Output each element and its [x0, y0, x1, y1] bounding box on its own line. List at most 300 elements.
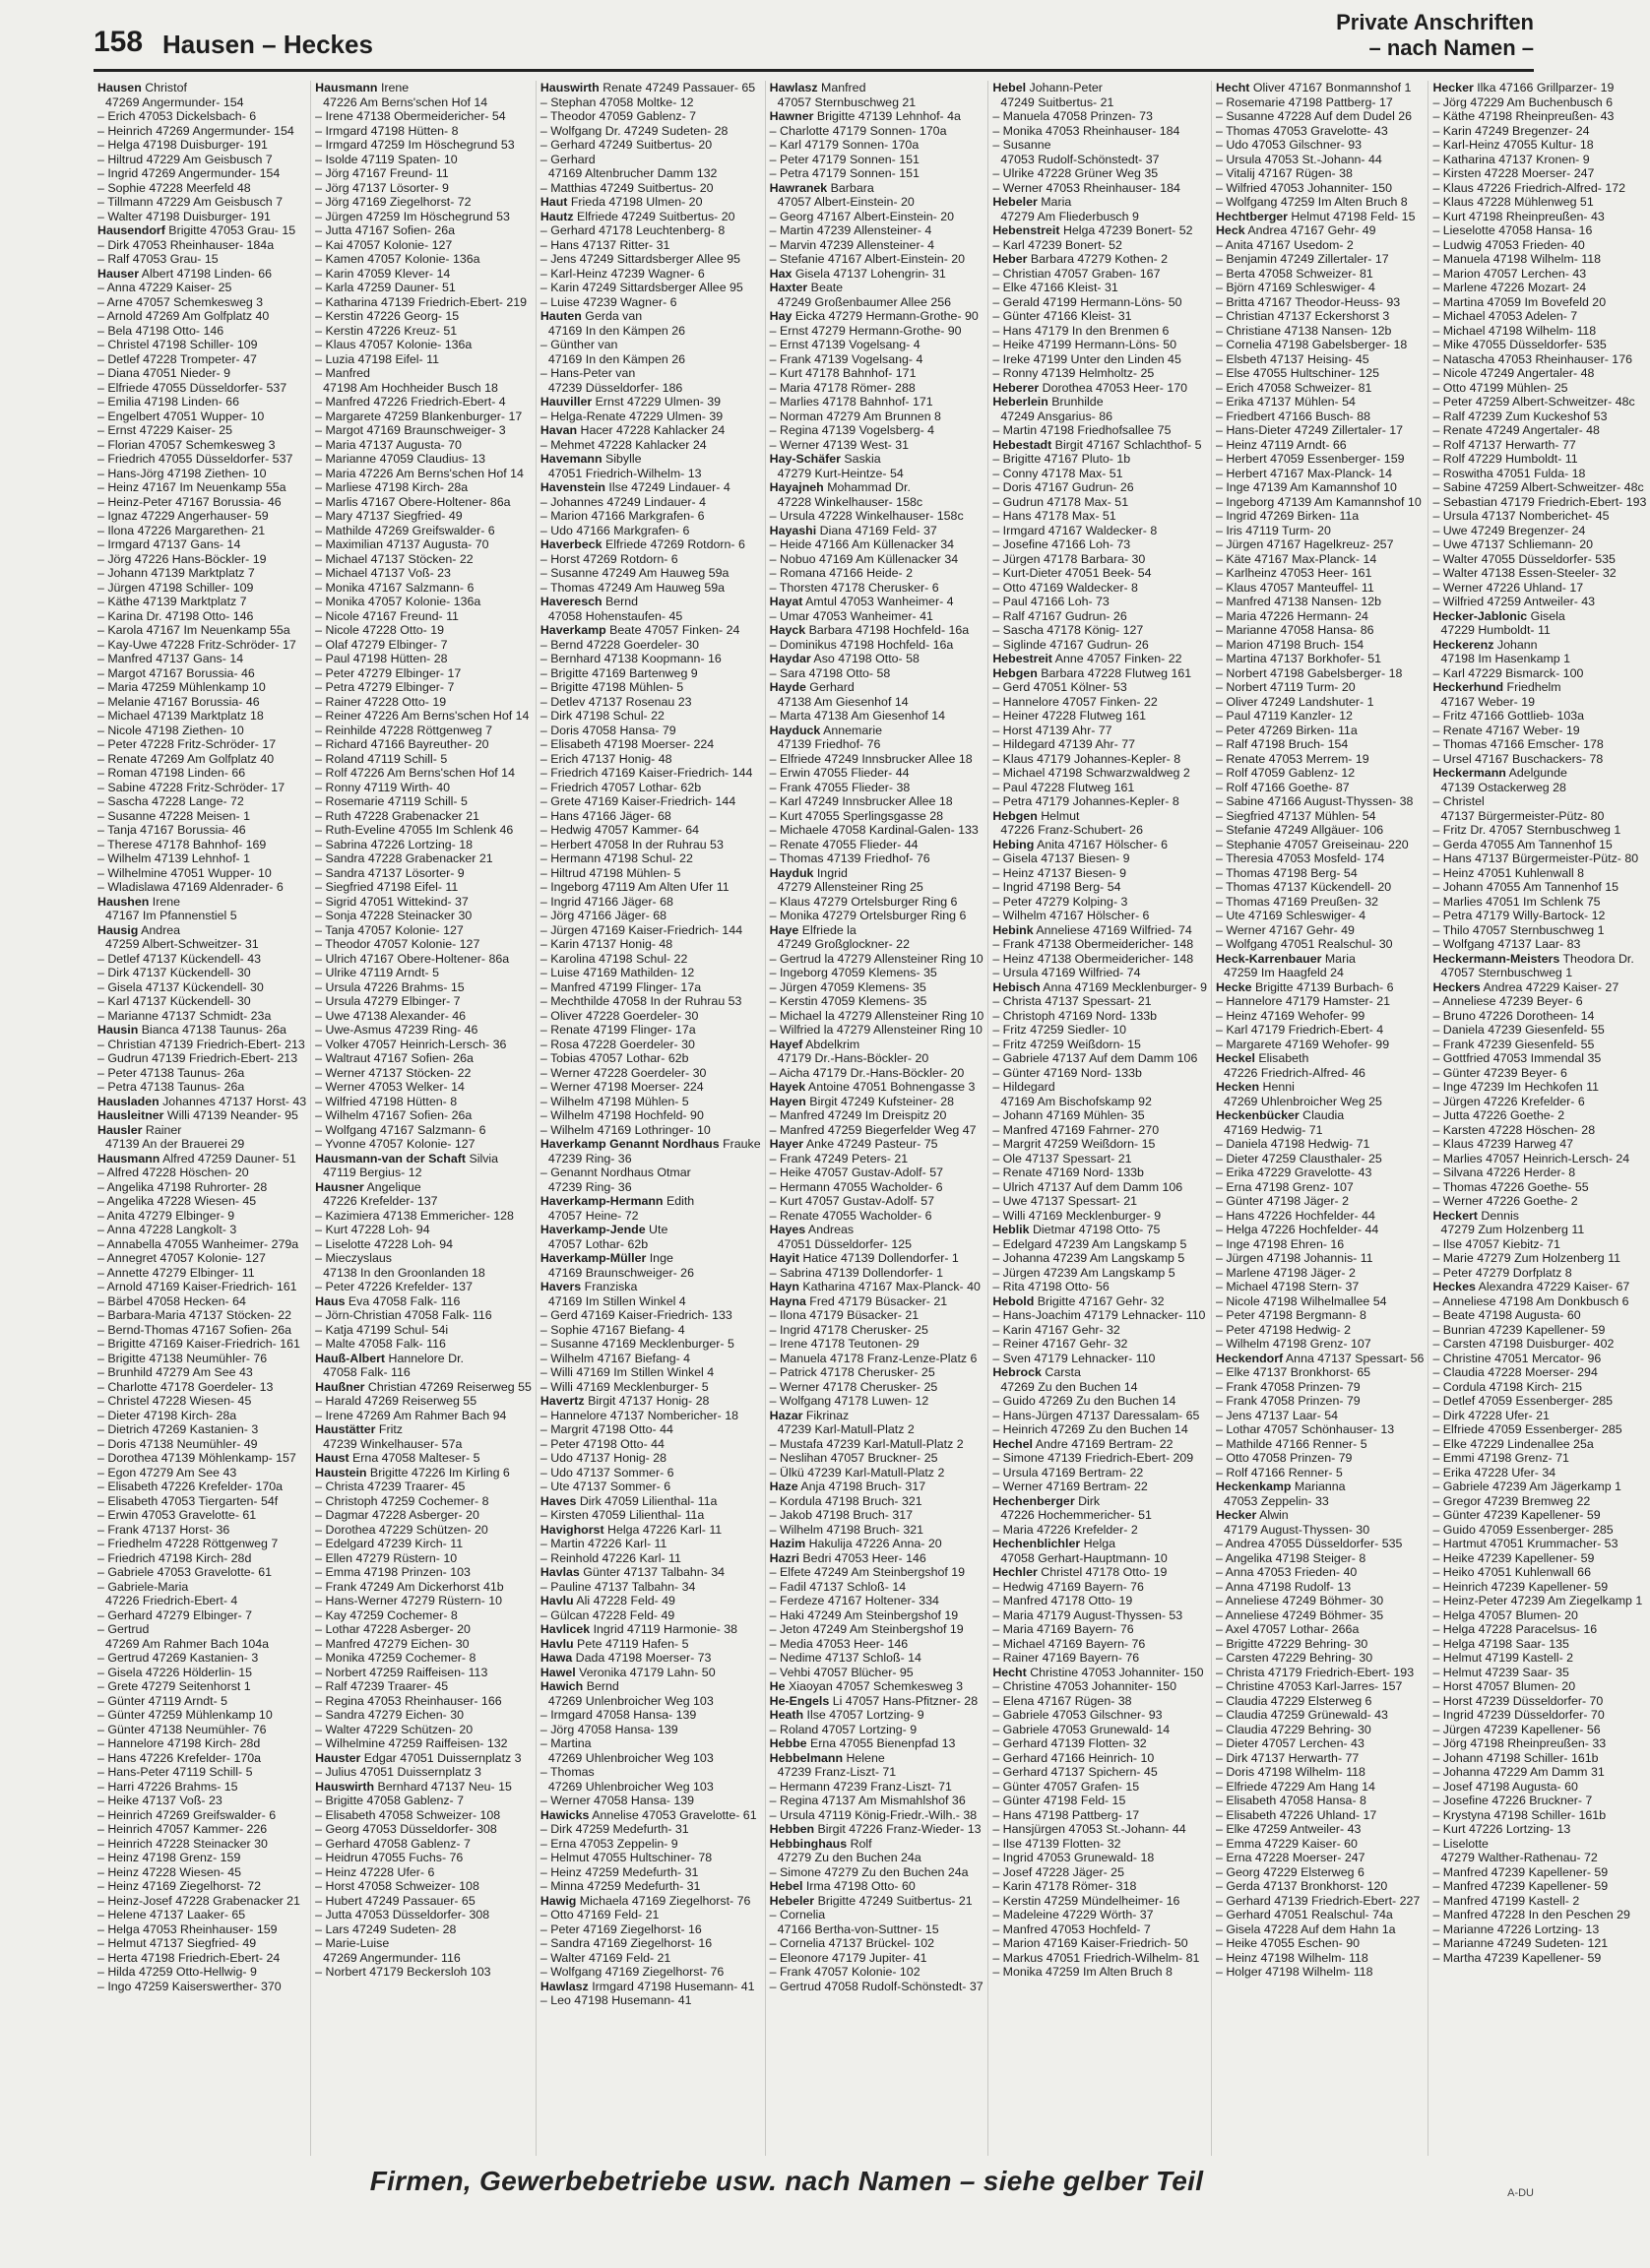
listing-entry [992, 452, 1207, 467]
listing-entry [1432, 1038, 1646, 1052]
entry-details: – Margot 47167 Borussia- 46 [97, 665, 255, 680]
listing-entry [1216, 1308, 1424, 1323]
entry-details: – Jakob 47198 Bruch- 317 [769, 1508, 914, 1522]
entry-details: – Renate 47199 Flinger- 17a [539, 1023, 696, 1037]
entry-details: – Manfred 47228 In den Peschen 29 [1432, 1908, 1630, 1922]
listing-entry [315, 295, 532, 310]
entry-details: – Natascha 47053 Rheinhauser- 176 [1432, 351, 1632, 366]
listing-entry [1432, 309, 1646, 324]
listing-entry [315, 851, 532, 866]
surname: Havertz [539, 1394, 585, 1408]
listing-entry [97, 1280, 306, 1294]
entry-details: – Jürgen 47239 Kapellener- 56 [1432, 1722, 1601, 1736]
entry-details: – Daniela 47198 Hedwig- 71 [1215, 1137, 1370, 1151]
listing-entry [97, 766, 306, 781]
entry-details: – Romana 47166 Heide- 2 [769, 566, 913, 580]
listing-entry [1216, 1251, 1424, 1266]
listing-entry [97, 1780, 306, 1795]
entry-details: – Petra 47179 Johannes-Kepler- 8 [992, 794, 1179, 808]
listing-entry [992, 1494, 1207, 1509]
entry-details: – Lothar 47057 Schönhauser- 13 [1215, 1422, 1395, 1436]
listing-entry [540, 1523, 761, 1538]
listing-entry [540, 1851, 761, 1865]
entry-details: – Inge 47198 Ehren- 16 [1215, 1236, 1345, 1251]
entry-details: 47228 Winkelhauser- 158c [777, 494, 923, 509]
entry-details: – Friedbert 47166 Busch- 88 [1215, 409, 1371, 423]
entry-details: – Wilhelmine 47051 Wupper- 10 [97, 865, 272, 880]
listing-entry [97, 1723, 306, 1737]
entry-details: – Brigitte 47169 Kaiser-Friedrich- 161 [97, 1337, 300, 1351]
listing-entry [315, 1352, 532, 1366]
listing-entry [540, 1666, 761, 1680]
listing-entry [540, 581, 761, 596]
listing-entry [540, 1194, 761, 1209]
entry-details: – Willi 47169 Im Stillen Winkel 4 [539, 1365, 715, 1379]
entry-details: – Rosemarie 47119 Schill- 5 [315, 794, 468, 808]
listing-entry [1432, 980, 1646, 995]
entry-details: Manfred [817, 81, 866, 94]
listing-entry [315, 338, 532, 352]
listing-entry [540, 395, 761, 410]
entry-details: – Christa 47137 Spessart- 21 [992, 994, 1152, 1008]
surname: He [769, 1679, 786, 1693]
listing-entry [97, 1223, 306, 1237]
entry-details: – Karlheinz 47053 Heer- 161 [1215, 566, 1372, 580]
listing-entry [315, 1009, 532, 1024]
listing-entry [1216, 1380, 1424, 1395]
entry-details: Anne 47057 Finken- 22 [1051, 652, 1182, 665]
listing-entry [770, 838, 984, 852]
entry-details: – Werner 47169 Bertram- 22 [992, 1480, 1148, 1493]
listing-entry [97, 1894, 306, 1909]
entry-details: – Marion 47198 Bruch- 154 [1215, 637, 1364, 652]
listing-entry [540, 1808, 761, 1823]
entry-details: – Jürgen 47239 Am Langskamp 5 [992, 1265, 1175, 1280]
entry-details: – Theresia 47053 Mosfeld- 174 [1215, 851, 1385, 865]
entry-details: – Jörg 47137 Lösorter- 9 [315, 180, 449, 195]
listing-entry [770, 1365, 984, 1380]
surname: Hebgen [992, 808, 1038, 823]
listing-entry [540, 1694, 761, 1709]
entry-details: – Marie-Luise [315, 1936, 390, 1950]
listing-entry [770, 352, 984, 367]
listing-entry [315, 1166, 532, 1180]
surname: Hebisch [992, 979, 1041, 994]
listing-entry [1216, 709, 1424, 724]
listing-entry [1216, 124, 1424, 139]
listing-entry [540, 823, 761, 838]
surname: Hauten [539, 309, 582, 323]
entry-details: – Karin 47249 Bregenzer- 24 [1432, 123, 1590, 138]
entry-details: – Thomas [539, 1765, 595, 1779]
listing-entry [770, 866, 984, 881]
listing-entry [992, 1051, 1207, 1066]
entry-details: – Claudia 47259 Grünewald- 43 [1215, 1708, 1388, 1722]
entry-details: – Elfriede 47055 Düsseldorfer- 537 [97, 380, 287, 395]
listing-entry [1432, 295, 1646, 310]
listing-entry [992, 851, 1207, 866]
listing-entry [97, 1951, 306, 1966]
listing-entry [97, 1108, 306, 1123]
entry-details: – Thomas 47137 Kückendell- 20 [1215, 880, 1392, 894]
listing-entry [97, 752, 306, 767]
entry-details: – Michael la 47279 Allensteiner Ring 10 [769, 1008, 984, 1023]
surname: Hayit [769, 1251, 799, 1265]
listing-entry [1432, 480, 1646, 495]
entry-details: – Iris 47119 Turm- 20 [1215, 523, 1331, 537]
listing-entry [770, 1180, 984, 1195]
listing-entry [992, 1365, 1207, 1380]
listing-entry [992, 1666, 1207, 1680]
surname: Haye [769, 922, 799, 937]
listing-entry [770, 381, 984, 396]
entry-details: – Anna 47228 Langkolt- 3 [97, 1223, 237, 1236]
entry-details: Adelgunde [1505, 766, 1567, 780]
entry-details: – Elisabeth 47058 Hansa- 8 [1215, 1794, 1366, 1807]
listing-entry [540, 666, 761, 681]
entry-details: Gerhard [805, 680, 855, 694]
entry-details: – Erika 47229 Gravelotte- 43 [1215, 1166, 1372, 1179]
entry-details: – Hartmut 47051 Krummacher- 53 [1432, 1537, 1618, 1550]
entry-details: – Gerhard 47279 Elbinger- 7 [97, 1607, 253, 1622]
listing-entry [97, 438, 306, 453]
listing-entry [540, 1651, 761, 1666]
entry-details: 47239 Winkelhauser- 57a [323, 1436, 463, 1451]
listing-entry [540, 980, 761, 995]
entry-details: – Mary 47137 Siegfried- 49 [315, 509, 463, 523]
entry-details: 47057 Sternbuschweg 21 [777, 94, 917, 109]
listing-entry [992, 109, 1207, 124]
entry-details: – Wilhelm 47198 Hochfeld- 90 [539, 1108, 704, 1122]
entry-details: Friedhelm [1503, 680, 1561, 694]
entry-details: – Wolfgang Dr. 47249 Sudeten- 28 [539, 123, 729, 138]
entry-details: – Dirk 47053 Rheinhauser- 184a [97, 237, 275, 252]
listing-entry [1432, 1266, 1646, 1281]
surname: Haustätter [315, 1422, 376, 1436]
entry-details: – Erich 47058 Schweizer- 81 [1215, 380, 1372, 395]
entry-details: 47058 Gerhart-Hauptmann- 10 [1000, 1550, 1168, 1565]
entry-details: – Werner 47137 Stöcken- 22 [315, 1065, 472, 1080]
listing-entry [992, 1951, 1207, 1966]
entry-details: – Karin 47249 Sittardsberger Allee 95 [539, 281, 743, 294]
listing-entry [1216, 666, 1424, 681]
listing-entry [1216, 966, 1424, 980]
listing-entry [315, 1494, 532, 1509]
listing-entry [540, 1894, 761, 1909]
listing-entry [770, 1080, 984, 1095]
listing-entry [1432, 1922, 1646, 1937]
entry-details: – Jürgen 47198 Johannis- 11 [1215, 1251, 1373, 1265]
entry-details: – Erna 47053 Zeppelin- 9 [539, 1836, 678, 1851]
listing-entry [1216, 95, 1424, 110]
listing-entry [540, 1209, 761, 1224]
entry-details: Gisela [1527, 608, 1565, 623]
entry-details: – Patrick 47178 Cherusker- 25 [769, 1365, 935, 1379]
entry-details: – Georg 47167 Albert-Einstein- 20 [769, 209, 955, 223]
entry-details: 47279 Kurt-Heintze- 54 [777, 466, 904, 480]
listing-entry [97, 195, 306, 210]
entry-details: – Jeton 47249 Am Steinbergshof 19 [769, 1622, 964, 1636]
listing-entry [770, 851, 984, 866]
listing-entry [315, 452, 532, 467]
entry-details: Dada 47198 Moerser- 73 [572, 1651, 712, 1665]
listing-entry [1432, 1323, 1646, 1338]
entry-details: – Heinz 47169 Wehofer- 99 [1215, 1008, 1365, 1023]
entry-details: – Horst 47139 Ahr- 77 [992, 723, 1112, 737]
entry-details: – Manfred [315, 366, 370, 380]
entry-details: – Simone 47279 Zu den Buchen 24a [769, 1864, 969, 1879]
entry-details: – Harri 47226 Brahms- 15 [97, 1779, 238, 1794]
entry-details: – Christoph 47259 Cochemer- 8 [315, 1493, 489, 1508]
listing-entry [97, 794, 306, 809]
listing-entry [1432, 1209, 1646, 1224]
entry-details: Andrea 47229 Kaiser- 27 [1480, 979, 1619, 994]
entry-details: – Elisabeth 47226 Uhland- 17 [1215, 1807, 1377, 1822]
listing-entry [770, 1123, 984, 1138]
entry-details: – Elisabeth 47058 Schweizer- 108 [315, 1807, 501, 1822]
entry-details: – Ursula 47137 Nomberichet- 45 [1432, 509, 1610, 523]
entry-details: 47167 Im Pfannenstiel 5 [105, 909, 237, 922]
listing-entry [1216, 238, 1424, 253]
listing-entry [97, 623, 306, 638]
listing-entry [992, 680, 1207, 695]
listing-entry [315, 1123, 532, 1138]
entry-details: Helmut [1037, 808, 1080, 823]
entry-details: 47169 In den Kämpen 26 [547, 323, 686, 338]
listing-entry [315, 1066, 532, 1081]
entry-details: – Frank 47055 Flieder- 38 [769, 780, 911, 794]
listing-entry [770, 1523, 984, 1538]
listing-column [94, 81, 310, 2156]
entry-details: – Wladislawa 47169 Aldenrader- 6 [97, 880, 284, 894]
listing-entry [97, 1266, 306, 1281]
entry-details: – Uwe 47138 Alexander- 46 [315, 1008, 467, 1023]
entry-details: – Hiltrud 47198 Mühlen- 5 [539, 865, 681, 880]
entry-details: – Roswitha 47051 Fulda- 18 [1432, 466, 1586, 480]
entry-details: 47269 Unlenbroicher Weg 103 [547, 1693, 714, 1708]
entry-details: – Sabine 47166 August-Thyssen- 38 [1215, 794, 1414, 808]
entry-details: – Dorothea 47229 Schützen- 20 [315, 1522, 488, 1537]
entry-details: – Hans-Peter 47119 Schill- 5 [97, 1765, 253, 1779]
entry-details: – Elisabeth 47053 Tiergarten- 54f [97, 1493, 279, 1508]
listing-entry [1432, 138, 1646, 153]
entry-details: – Neslihan 47057 Bruckner- 25 [769, 1451, 938, 1465]
entry-details: – Bunrian 47239 Kapellener- 59 [1432, 1322, 1606, 1337]
entry-details: – Hans-Jürgen 47137 Daressalam- 65 [992, 1408, 1200, 1422]
listing-entry [97, 1851, 306, 1865]
listing-entry [315, 838, 532, 852]
entry-details: – Grete 47169 Kaiser-Friedrich- 144 [539, 794, 736, 808]
entry-details: – Klaus 47179 Johannes-Kepler- 8 [992, 751, 1181, 766]
header-rule [94, 69, 1534, 72]
listing-entry [770, 1409, 984, 1423]
listing-entry [1216, 1323, 1424, 1338]
entry-details: – Horst 47239 Düsseldorfer- 70 [1432, 1693, 1604, 1708]
listing-entry [315, 1422, 532, 1437]
listing-entry [1432, 352, 1646, 367]
entry-details: – Melanie 47167 Borussia- 46 [97, 694, 260, 709]
listing-entry [1216, 952, 1424, 967]
entry-details: – Sascha 47228 Lange- 72 [97, 794, 244, 808]
listing-entry [770, 1879, 984, 1894]
listing-entry [992, 267, 1207, 282]
entry-details: – Inge 47139 Am Kamannshof 10 [1215, 480, 1397, 494]
listing-entry [315, 252, 532, 267]
entry-details: Abdelkrim [802, 1037, 860, 1051]
entry-details: Helmut 47198 Feld- 15 [1287, 209, 1416, 223]
entry-details: 47249 Großenbaumer Allee 256 [777, 294, 951, 309]
listing-entry [1432, 1780, 1646, 1795]
listing-entry [97, 1080, 306, 1095]
listing-entry [992, 1095, 1207, 1109]
entry-details: – Pauline 47137 Talbahn- 34 [539, 1579, 696, 1594]
entry-details: Antoine 47051 Bohnengasse 3 [805, 1080, 976, 1094]
listing-entry [1432, 1280, 1646, 1294]
listing-entry [1432, 1251, 1646, 1266]
entry-details: Brigitte 47226 Im Kirling 6 [366, 1465, 510, 1480]
entry-details: Christof [141, 81, 187, 94]
entry-details: – Margrit 47198 Otto- 44 [539, 1422, 673, 1436]
entry-details: – Wolfgang 47178 Luwen- 12 [769, 1394, 929, 1408]
listing-entry [770, 1837, 984, 1852]
entry-details: – Renate 47249 Angertaler- 48 [1432, 423, 1600, 437]
entry-details: Fritz [375, 1422, 403, 1436]
listing-entry [992, 153, 1207, 167]
entry-details: – Helmut 47239 Saar- 35 [1432, 1665, 1569, 1679]
surname: Hawner [769, 109, 814, 123]
listing-entry [315, 153, 532, 167]
listing-entry [540, 1837, 761, 1852]
entry-details: – Maximilian 47137 Augusta- 70 [315, 537, 489, 551]
listing-entry [97, 695, 306, 710]
listing-entry [97, 338, 306, 352]
entry-details: – Karl 47179 Sonnen- 170a [769, 138, 920, 152]
entry-details: Pete 47119 Hafen- 5 [573, 1636, 689, 1651]
entry-details: 47259 Im Haagfeld 24 [1223, 966, 1344, 979]
listing-entry [770, 1822, 984, 1837]
entry-details: – Fritz 47166 Gottlieb- 103a [1432, 709, 1585, 723]
listing-entry [540, 1980, 761, 1994]
listing-entry [1432, 1580, 1646, 1595]
surname: Heberer [992, 380, 1040, 395]
listing-entry [1432, 709, 1646, 724]
listing-entry [1216, 752, 1424, 767]
entry-details: – Ingrid 47178 Cherusker- 25 [769, 1322, 928, 1337]
listing-entry [540, 1451, 761, 1466]
entry-details: – Guido 47059 Essenberger- 285 [1432, 1522, 1614, 1537]
entry-details: – Simone 47139 Friedrich-Ebert- 209 [992, 1451, 1194, 1465]
entry-details: – Paul 47166 Loh- 73 [992, 595, 1110, 608]
entry-details: – Cornelia 47198 Gabelsberger- 18 [1215, 338, 1408, 351]
listing-columns [94, 81, 1647, 2156]
entry-details: – Luzia 47198 Eifel- 11 [315, 351, 439, 366]
entry-details: – Elfete 47249 Am Steinbergshof 19 [769, 1565, 966, 1579]
entry-details: – Regina 47139 Vogelsberg- 4 [769, 423, 935, 437]
listing-entry [97, 1608, 306, 1623]
entry-details: – Monika 47053 Rheinhauser- 184 [992, 123, 1180, 138]
listing-entry [770, 1808, 984, 1823]
listing-entry [540, 680, 761, 695]
listing-entry [315, 238, 532, 253]
entry-details: – Hannelore 47057 Finken- 22 [992, 694, 1158, 709]
entry-details: 47239 Karl-Matull-Platz 2 [777, 1422, 915, 1436]
listing-entry [1216, 1466, 1424, 1480]
listing-entry [1216, 581, 1424, 596]
entry-details: 47057 Heine- 72 [547, 1208, 639, 1223]
listing-entry [1216, 1565, 1424, 1580]
entry-details: Sibylle [602, 452, 642, 466]
listing-entry [97, 1666, 306, 1680]
listing-entry [1216, 1551, 1424, 1566]
listing-entry [1216, 1038, 1424, 1052]
entry-details: – Gudrun 47139 Friedrich-Ebert- 213 [97, 1051, 298, 1065]
entry-details: – Wilhelm 47167 Hölscher- 6 [992, 909, 1150, 922]
listing-entry [992, 1237, 1207, 1252]
listing-entry [540, 295, 761, 310]
listing-entry [1432, 566, 1646, 581]
entry-details: – Peter 47228 Fritz-Schröder- 17 [97, 737, 277, 751]
entry-details: – Cordula 47198 Kirch- 215 [1432, 1379, 1582, 1394]
entry-details: Bianca 47138 Taunus- 26a [138, 1023, 286, 1037]
listing-entry [1432, 823, 1646, 838]
listing-entry [770, 537, 984, 552]
listing-entry [540, 509, 761, 524]
listing-entry [315, 1451, 532, 1466]
listing-entry [992, 1865, 1207, 1880]
entry-details: – Jörg 47169 Ziegelhorst- 72 [315, 195, 472, 209]
surname: Hauswirth [539, 81, 600, 94]
entry-details: – Nobuo 47169 Am Küllenacker 34 [769, 551, 959, 566]
listing-entry [770, 1480, 984, 1494]
listing-entry [315, 623, 532, 638]
entry-details: – Fritz 47259 Weißdorn- 15 [992, 1037, 1141, 1051]
entry-details: – Maria 47178 Römer- 288 [769, 380, 916, 395]
listing-entry [315, 895, 532, 910]
surname: Hebestadt [992, 437, 1052, 452]
listing-entry [315, 410, 532, 424]
entry-details: Edgar 47051 Duissernplatz 3 [360, 1750, 522, 1765]
listing-entry [1432, 766, 1646, 781]
surname: Hauß-Albert [315, 1351, 386, 1365]
surname: Heckenbücker [1215, 1108, 1300, 1122]
listing-entry [1216, 1209, 1424, 1224]
surname: Hayduck [769, 723, 821, 737]
listing-entry [770, 1708, 984, 1723]
listing-entry [97, 1508, 306, 1523]
entry-details: – Mehmet 47228 Kahlacker 24 [539, 437, 707, 452]
surname: Hebel [992, 81, 1027, 94]
surname: Hebben [769, 1822, 815, 1836]
listing-entry [992, 324, 1207, 339]
entry-details: Brigitte 47139 Burbach- 6 [1251, 979, 1394, 994]
listing-entry [97, 994, 306, 1009]
surname: Heblik [992, 1223, 1030, 1236]
entry-details: – Marlies 47051 Im Schlenk 75 [1432, 894, 1601, 909]
listing-entry [770, 680, 984, 695]
entry-details: – Josefine 47226 Bruckner- 7 [1432, 1794, 1593, 1807]
entry-details: – Siegfried 47137 Mühlen- 54 [1215, 808, 1376, 823]
entry-details: – Petra 47138 Taunus- 26a [97, 1080, 245, 1094]
entry-details: – Werner 47053 Rheinhauser- 184 [992, 180, 1180, 195]
entry-details: – Frank 47058 Prinzen- 79 [1215, 1394, 1361, 1408]
listing-entry [1432, 1723, 1646, 1737]
entry-details: – Waltraut 47167 Sofien- 26a [315, 1051, 474, 1065]
surname: Haut [539, 195, 568, 209]
entry-details: 47169 Im Stillen Winkel 4 [547, 1293, 686, 1308]
entry-details: – Hedwig 47169 Bayern- 76 [992, 1579, 1144, 1594]
entry-details: – Angelika 47228 Wiesen- 45 [97, 1194, 257, 1208]
listing-entry [315, 1194, 532, 1209]
